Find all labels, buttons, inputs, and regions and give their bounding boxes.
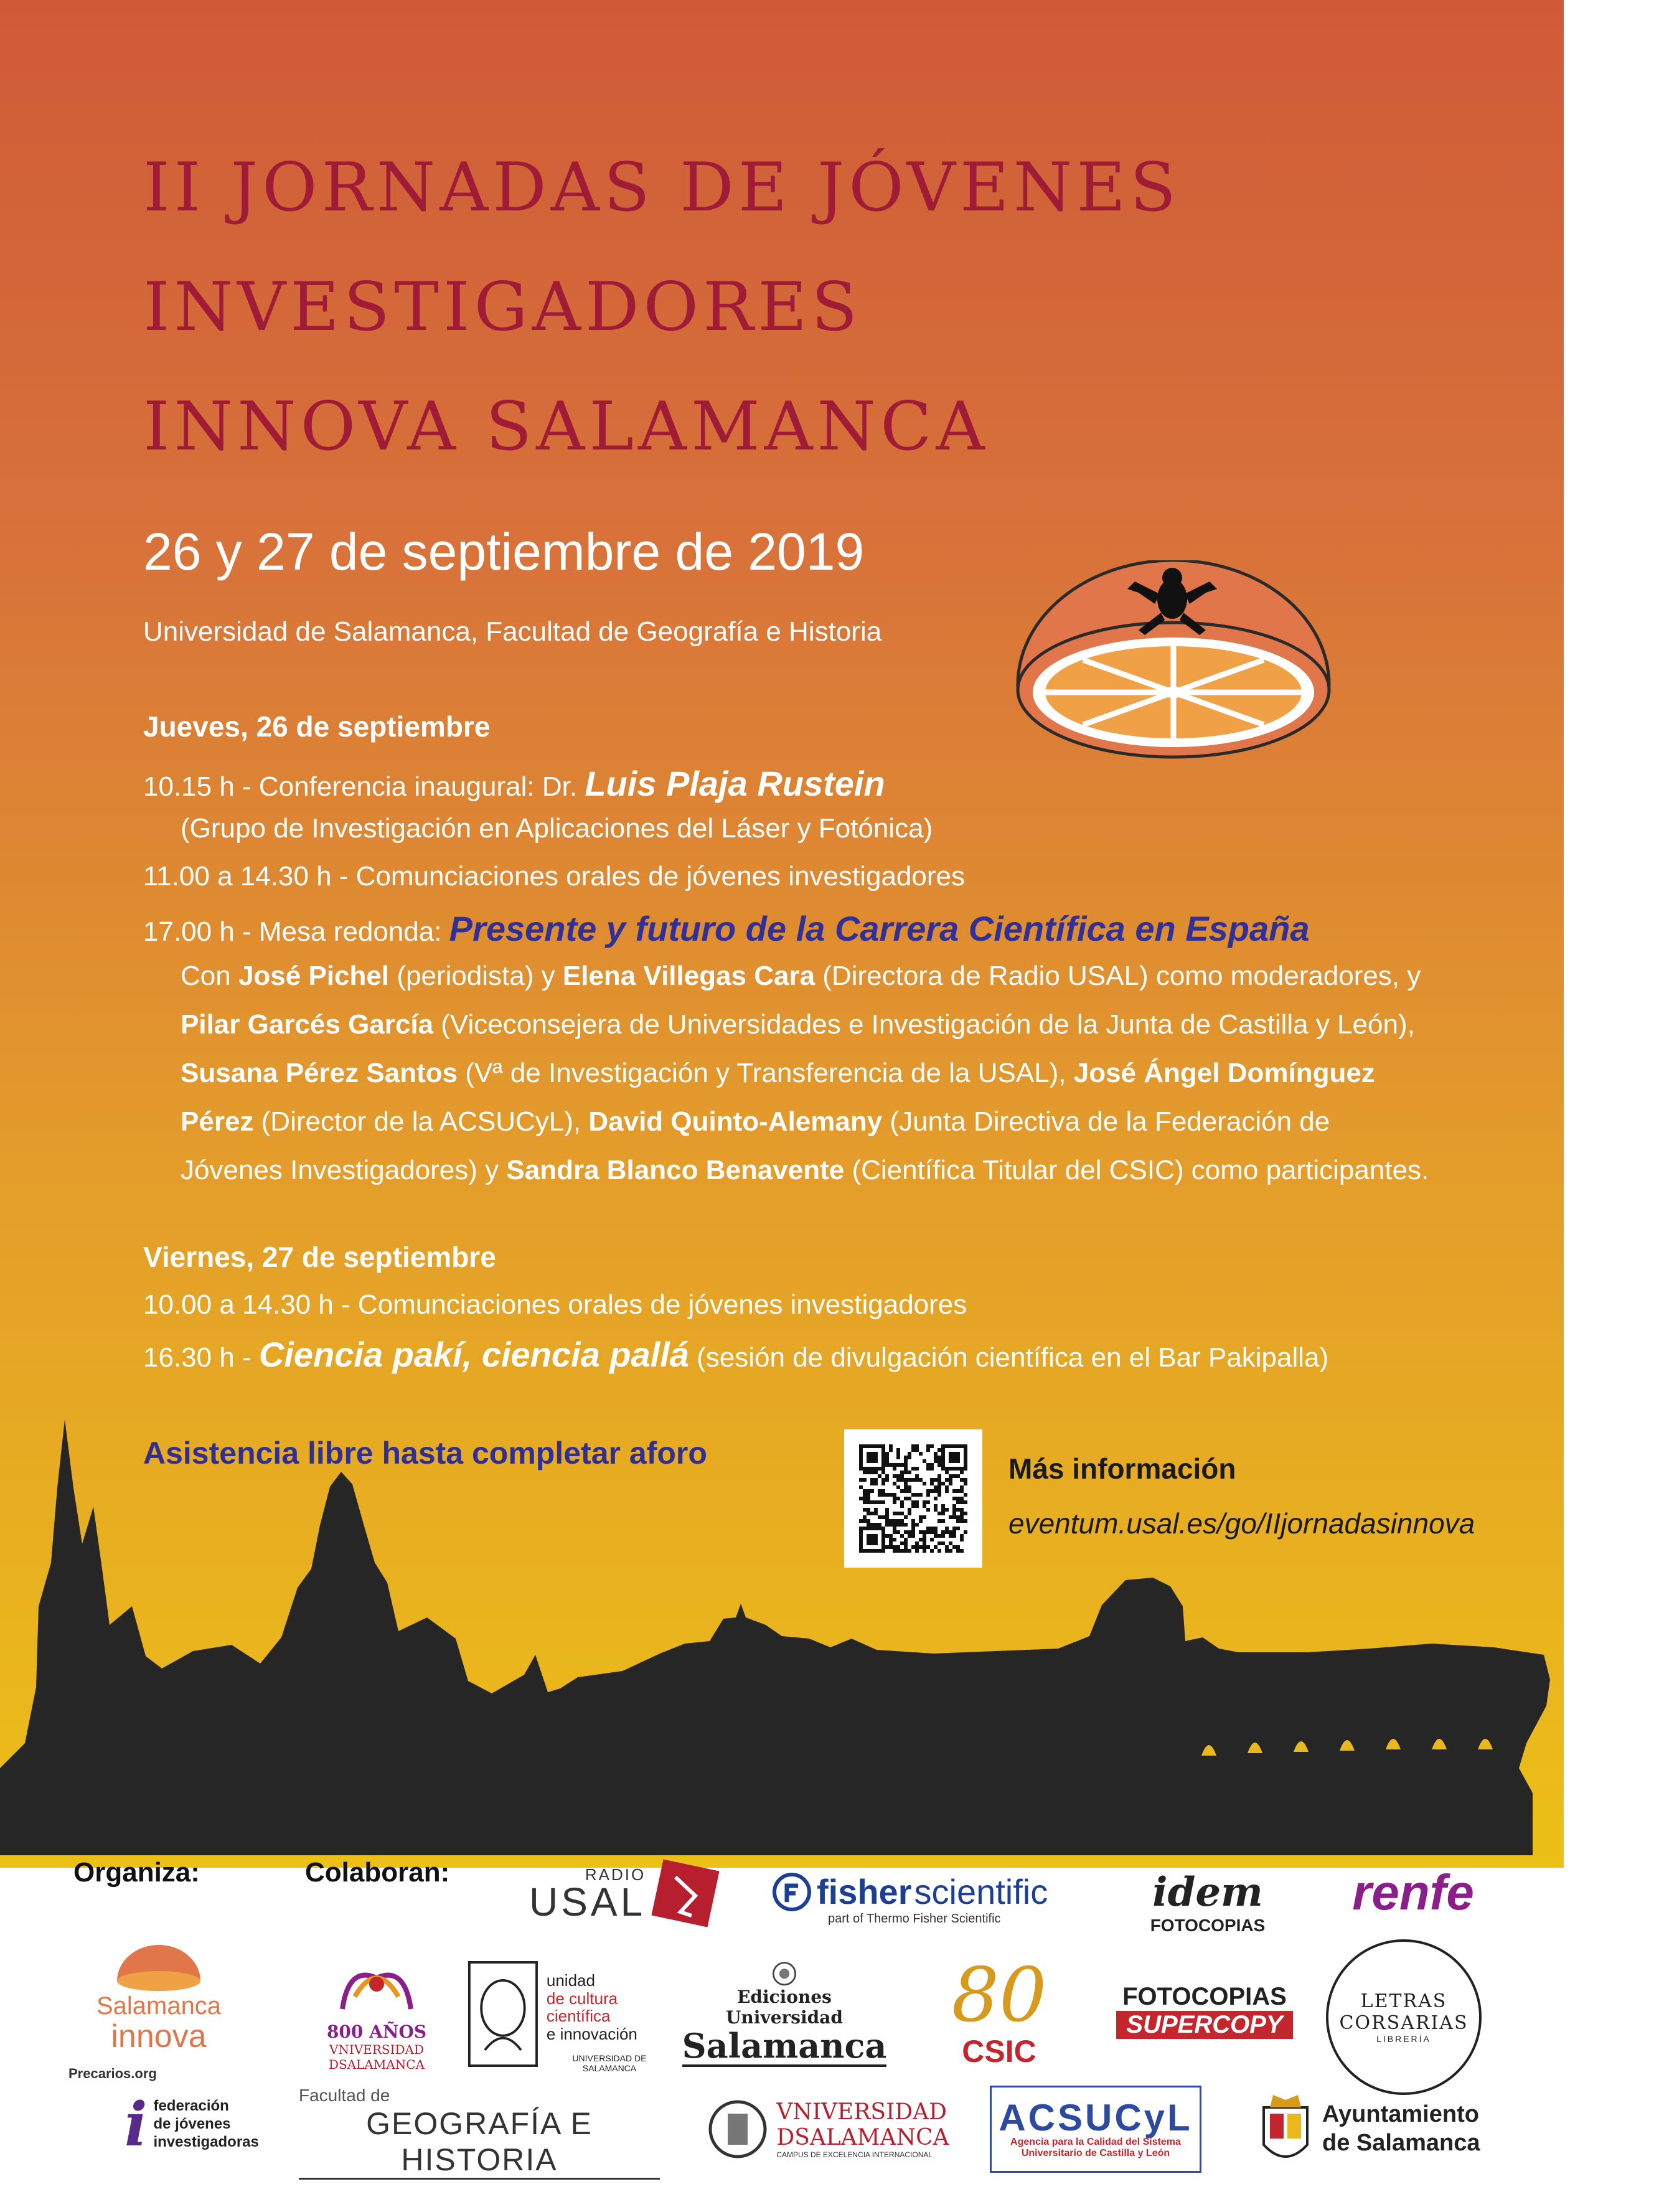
person-name: Sandra Blanco Benavente [506,1155,845,1185]
csic-name: CSIC [962,2034,1036,2069]
event-date: 26 y 27 de septiembre de 2019 [143,522,865,581]
salamanca-coat-of-arms-icon [1257,2089,1314,2170]
csic-number: 80 [951,1952,1047,2039]
unidad-line-4: e innovación [546,2024,637,2043]
radio-text: RADIO [585,1865,646,1884]
acsucyl-sub-1: Agencia para la Calidad del Sistema [1010,2137,1181,2147]
usal-campus-excelencia-logo [703,2086,952,2173]
geografia-line-1: Facultad de [299,2085,390,2105]
renfe-logo [1320,1865,1506,1921]
day1-heading: Jueves, 26 de septiembre [143,710,491,743]
text: Con [181,961,238,991]
salamanca-innova-logo [68,1935,249,2059]
idem-subtitle: FOTOCOPIAS [1150,1915,1266,1935]
renfe-name: renfe [1352,1865,1474,1920]
unidad-line-1: unidad [546,1971,595,1990]
day1-speaker-group: (Grupo de Investigación en Aplicaciones del Láser y Fotónica) [181,813,933,844]
participants-line-4 [181,1106,1330,1139]
title-line-2: INVESTIGADORES [143,268,862,346]
ayuntamiento-line-2: de Salamanca [1322,2130,1480,2156]
person-name: Pilar Garcés García [181,1009,434,1040]
federacion-jovenes-logo [125,2089,274,2160]
precarios-org-logo: Precarios.org [68,2066,157,2081]
usal-campus-line-1: VNIVERSIDAD [776,2099,947,2125]
day2-outreach [143,1334,1328,1375]
idem-name: idem [1152,1868,1263,1916]
engraved-portrait-icon [467,1958,539,2070]
event-venue: Universidad de Salamanca, Facultad de Geografía e Historia [143,616,882,647]
speaker-name: Luis Plaja Rustein [585,764,885,803]
fisher-name: fisher [817,1872,912,1911]
acsucyl-name: ACSUCyL [999,2097,1193,2139]
attendance-note: Asistencia libre hasta completar aforo [143,1436,707,1471]
usal-campus-sub: CAMPUS DE EXCELENCIA INTERNACIONAL [776,2150,933,2159]
person-name: Elena Villegas Cara [562,961,815,991]
text: (Viceconsejera de Universidades e Investigación de la Junta de Castilla y León), [433,1009,1415,1040]
day1-round-table-time: 17.00 h - Mesa redonda: [143,916,442,947]
usal-800-number: 800 AÑOS [326,2021,427,2042]
title-line-3: INNOVA SALAMANCA [143,388,989,466]
organiza-label: Organiza: [73,1857,200,1888]
letras-corsarias-name: LETRAS CORSARIAS [1339,1990,1469,2034]
supercopy-line-1: FOTOCOPIAS [1122,1983,1287,2010]
title-line-1: II JORNADAS DE JÓVENES [143,149,1181,227]
fisher-scientific: scientific [914,1872,1048,1911]
usal-shield-icon [707,2095,769,2163]
participants-line-1 [181,960,1421,993]
facultad-geografia-logo [299,2085,660,2177]
acsucyl-logo [990,2086,1201,2173]
radio-usal-logo [529,1858,735,1927]
ayuntamiento-line-1: Ayuntamiento [1322,2101,1479,2128]
day1-round-table [143,908,1310,949]
federacion-line-3: investigadoras [153,2133,259,2150]
unidad-line-2: de cultura [546,1988,618,2008]
text: (periodista) y [389,961,563,991]
text: (Junta Directiva de la Federación de [882,1106,1330,1137]
fotocopias-supercopy-logo [1114,1977,1295,2045]
usal-800-dragon-icon [330,1953,423,2021]
participants-line-5 [181,1154,1429,1187]
person-name: José Pichel [238,961,390,991]
day1-inaugural-time: 10.15 h - Conferencia inaugural: Dr. [143,771,578,802]
day2-outreach-time: 16.30 h - [143,1342,259,1373]
radio-usal-frog-icon [651,1858,723,1927]
person-name: Pérez [181,1106,254,1137]
usal-campus-line-2: DSALAMANCA [776,2125,949,2150]
innova-orange-icon [112,1942,205,1992]
radio-usal-text [529,1865,646,1924]
outreach-title: Ciencia pakí, ciencia pallá [258,1335,689,1374]
text: (Vª de Investigación y Transferencia de la USAL), [458,1058,1074,1088]
federacion-i-icon: i [125,2089,148,2160]
usal-800-line-2: DSALAMANCA [328,2057,425,2072]
day1-communications: 11.00 a 14.30 h - Comunciaciones orales de jóvenes investigadores [143,861,965,892]
more-info-label: Más información [1008,1452,1236,1485]
participants-line-3 [181,1057,1375,1090]
day2-communications: 10.00 a 14.30 h - Comunciaciones orales de jóvenes investigadores [143,1289,967,1320]
federacion-line-2: de jóvenes [153,2116,231,2133]
csic-80-logo [915,1952,1083,2069]
day1-inaugural [143,763,885,804]
text: (Director de la ACSUCyL), [253,1106,589,1137]
fisher-subtitle: part of Thermo Fisher Scientific [828,1912,1001,1926]
geografia-line-2: GEOGRAFÍA E HISTORIA [299,2106,660,2180]
letras-corsarias-logo [1326,1939,1482,2095]
text: (Científica Titular del CSIC) como participantes. [844,1155,1429,1185]
ayuntamiento-salamanca-logo [1257,2086,1494,2173]
orange-frog-emblem-icon [1005,560,1342,760]
salamanca-skyline-silhouette [0,1419,1564,1868]
usal-800-line-1: VNIVERSIDAD [329,2042,425,2057]
day2-heading: Viernes, 27 de septiembre [143,1241,496,1273]
round-table-topic: Presente y futuro de la Carrera Científica en España [449,909,1310,948]
federacion-line-1: federación [153,2097,229,2115]
ediciones-seal-icon [759,1961,809,1987]
unidad-line-3: científica [546,2007,611,2026]
supercopy-line-2: SUPERCOPY [1116,2011,1292,2039]
ediciones-line-1: Ediciones Universidad [726,1986,843,2028]
participants-line-2 [181,1009,1415,1042]
person-name: Susana Pérez Santos [181,1058,458,1088]
colaboran-label: Colaboran: [305,1857,450,1888]
text: (Directora de Radio USAL) como moderadores, y [815,961,1421,991]
outreach-note: (sesión de divulgación científica en el Bar Pakipalla) [689,1342,1329,1373]
idem-fotocopias-logo [1114,1868,1301,1936]
acsucyl-sub-2: Universitario de Castilla y León [1021,2148,1170,2158]
person-name: José Ángel Domínguez [1073,1058,1375,1088]
innova-line-1: Salamanca [96,1992,222,2020]
usal-text: USAL [529,1879,646,1924]
person-name: David Quinto-Alemany [588,1106,883,1137]
event-url-link[interactable]: eventum.usal.es/go/IIjornadasinnova [1008,1507,1475,1540]
usal-800-anos-logo [314,1946,439,2079]
ediciones-line-2: Salamanca [682,2028,887,2067]
unidad-sub: UNIVERSIDAD DE SALAMANCA [572,2053,647,2073]
fisher-f-icon [772,1872,812,1912]
letras-corsarias-sub: LIBRERÍA [1376,2034,1431,2044]
ediciones-usal-logo [682,1961,887,2067]
text: Jóvenes Investigadores) y [181,1155,507,1185]
fisher-scientific-logo [772,1868,1096,1930]
innova-line-2: innova [111,2018,207,2054]
unidad-cultura-cientifica-logo [467,1958,672,2073]
